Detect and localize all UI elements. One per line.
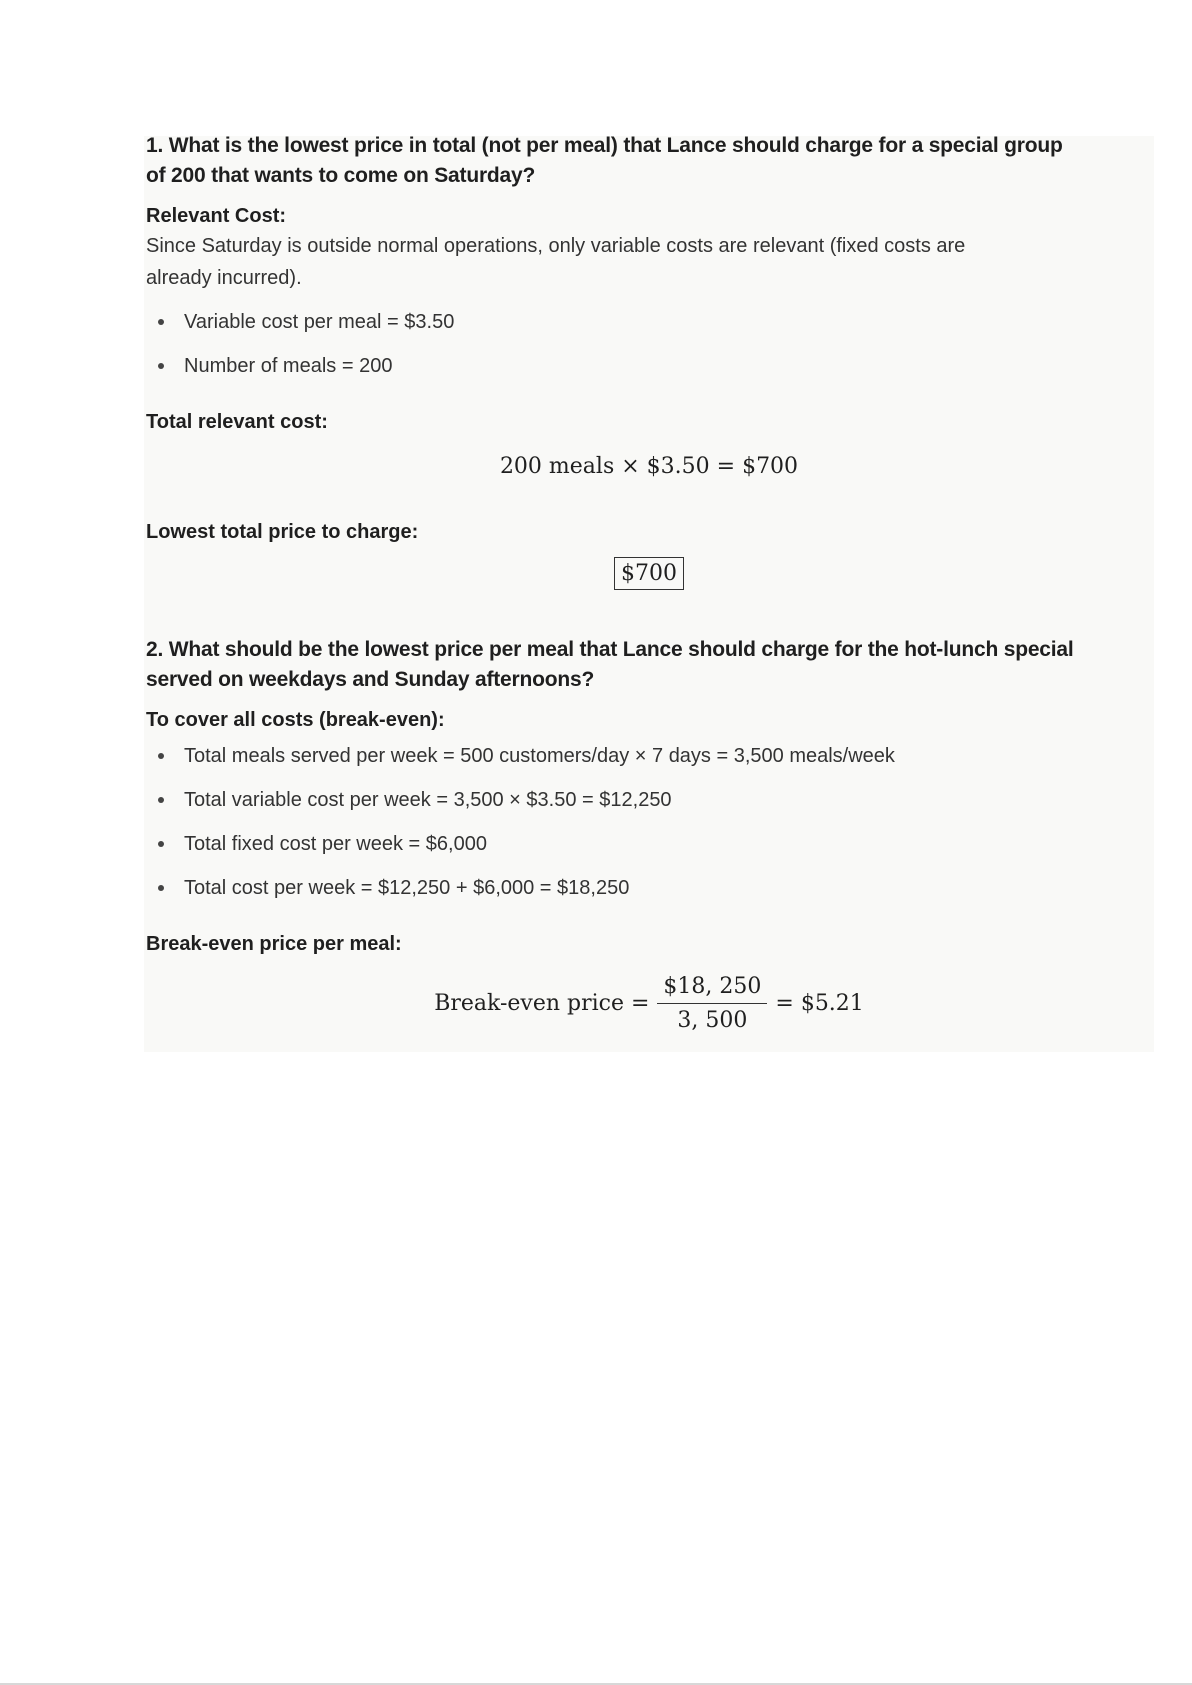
bullet-dot-icon: [158, 885, 164, 891]
boxed-answer-container: [144, 557, 1154, 590]
bullet-dot-icon: [158, 753, 164, 759]
bullet-text: Total variable cost per week = 3,500 × $3.50 = $12,250: [184, 789, 672, 811]
bullet-text: Total meals served per week = 500 customers/day × 7 days = 3,500 meals/week: [184, 745, 895, 767]
formula-numerator: $18, 250: [657, 974, 767, 1004]
bullet-text: Number of meals = 200: [184, 355, 393, 377]
question-1-bullet-list: [146, 300, 1136, 388]
formula-denominator: 3, 500: [677, 1008, 748, 1033]
formula-lhs: Break-even price =: [434, 991, 650, 1016]
relevant-cost-label: Relevant Cost:: [146, 205, 287, 227]
bullet-text: Total cost per week = $12,250 + $6,000 = $18,250: [184, 877, 630, 899]
explanation-line-2: already incurred).: [146, 267, 302, 289]
lowest-price-label: Lowest total price to charge:: [146, 521, 419, 543]
list-item: [146, 734, 1136, 778]
break-even-formula: [144, 974, 1154, 1033]
bullet-text: Variable cost per meal = $3.50: [184, 311, 455, 333]
list-item: [146, 344, 1136, 388]
bullet-dot-icon: [158, 797, 164, 803]
total-cost-equation: 200 meals × $3.50 = $700: [499, 454, 799, 479]
break-even-price-label: Break-even price per meal:: [146, 933, 402, 955]
list-item: [146, 300, 1136, 344]
bullet-dot-icon: [158, 841, 164, 847]
question-2-heading-line-1: 2. What should be the lowest price per meal that Lance should charge for the hot-lunch special: [146, 638, 1074, 661]
explanation-line-1: Since Saturday is outside normal operations, only variable costs are relevant (fixed costs are: [146, 235, 966, 257]
relevant-cost-explanation: [146, 230, 1136, 294]
question-2-heading: [146, 634, 1146, 696]
formula-fraction: [657, 974, 767, 1033]
question-1-heading: [146, 130, 1136, 192]
break-even-cover-label: To cover all costs (break-even):: [146, 709, 445, 731]
bullet-text: Total fixed cost per week = $6,000: [184, 833, 487, 855]
question-1-heading-line-1: 1. What is the lowest price in total (not per meal) that Lance should charge for a special group: [146, 134, 1063, 157]
question-2-bullet-list: [146, 734, 1136, 910]
total-relevant-cost-label: Total relevant cost:: [146, 411, 328, 433]
boxed-answer: $700: [614, 557, 684, 590]
formula-rhs: = $5.21: [775, 991, 864, 1016]
list-item: [146, 778, 1136, 822]
question-2-heading-line-2: served on weekdays and Sunday afternoons?: [146, 668, 595, 691]
list-item: [146, 822, 1136, 866]
list-item: [146, 866, 1136, 910]
question-1-heading-line-2: of 200 that wants to come on Saturday?: [146, 164, 536, 187]
bullet-dot-icon: [158, 363, 164, 369]
answer-content-block: [144, 136, 1154, 1052]
bullet-dot-icon: [158, 319, 164, 325]
